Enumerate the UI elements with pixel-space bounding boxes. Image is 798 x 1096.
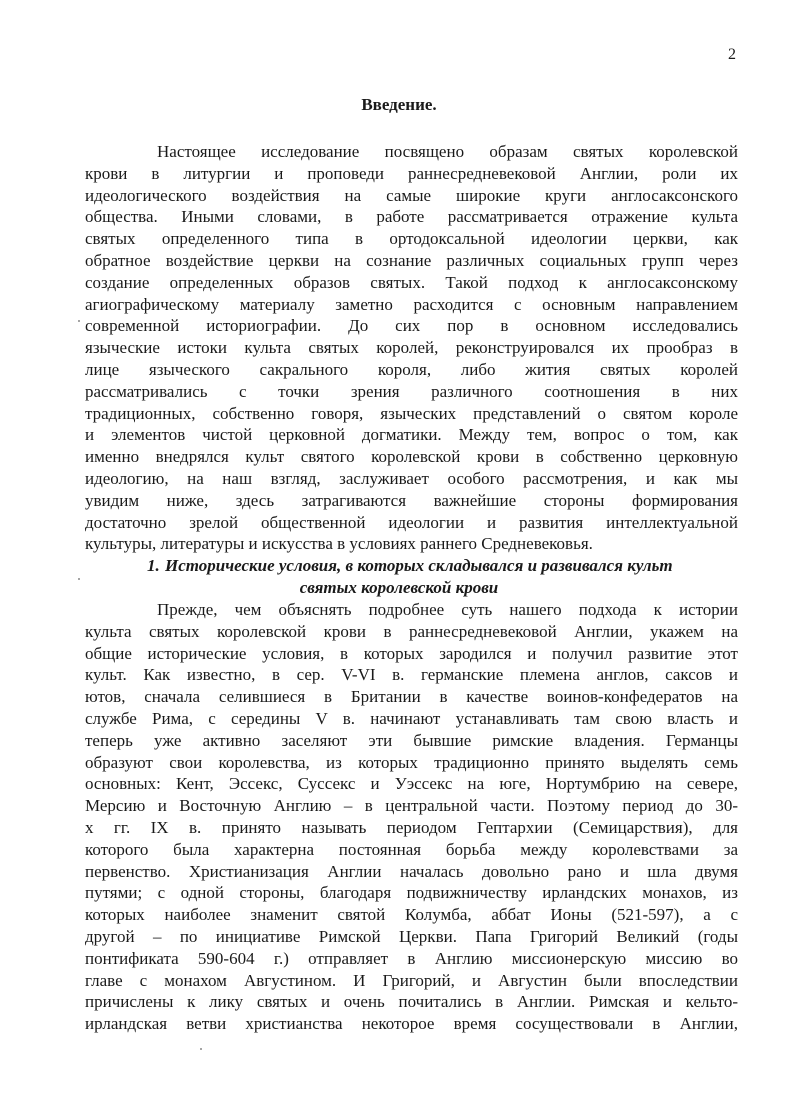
section-1-number: 1. [147,556,160,575]
text-line: современной историографии. До сих пор в основном исследовались [85,316,738,336]
text-line: причислены к лику святых и очень почитались в Англии. Римская и кельто- [85,992,738,1012]
text-line: традиционных, собственно говоря, языческих представлений о святом короле [85,403,738,423]
text-line: достаточно зрелой общественной идеологии и развития интеллектуальной [85,512,738,532]
scan-speck [78,578,80,580]
text-line: Мерсию и Восточную Англию – в центральной части. Поэтому период до 30- [85,796,738,816]
text-line: ирландская ветви христианства некоторое время сосуществовали в Англии, [85,1014,738,1034]
text-line: общества. Иными словами, в работе рассматривается отражение культа [85,207,738,227]
text-line: святых определенного типа в ортодоксальной идеологии церкви, как [85,229,738,249]
text-line: создание определенных образов святых. Такой подход к англосаксонскому [85,272,738,292]
text-line: идеологического воздействия на самые широкие круги англосаксонского [85,185,738,205]
text-line: теперь уже активно заселяют эти бывшие римские владения. Германцы [85,730,738,750]
scan-speck [200,1048,202,1050]
text-line: агиографическому материалу заметно расходится с основным направлением [85,294,738,314]
text-line: ютов, сначала селившиеся в Британии в качестве воинов-конфедератов на [85,687,738,707]
text-line: которого была характерна постоянная борьба между королевствами за [85,839,738,859]
text-line: которых наиболее знаменит святой Колумба, аббат Ионы (521-597), а с [85,905,738,925]
text-line: основных: Кент, Эссекс, Суссекс и Уэссекс на юге, Нортумбрию на севере, [85,774,738,794]
text-line: Прежде, чем объяснять подробнее суть нашего подхода к истории [157,600,738,619]
text-line: службе Рима, с середины V в. начинают устанавливать там свою власть и [85,709,738,728]
text-line: образуют свои королевства, из которых традиционно принято выделять семь [85,752,738,772]
text-line: именно внедрялся культ святого королевской крови в собственно церковную [85,447,738,467]
text-line: рассматривались с точки зрения различного соотношения в них [85,381,738,401]
text-line: крови в литургии и проповеди раннесредневековой Англии, роли их [85,163,738,183]
text-line: другой – по инициативе Римской Церкви. Папа Григорий Великий (годы [85,927,738,946]
text-line: лице языческого сакрального короля, либо жития святых королей [85,360,738,379]
text-line: культа святых королевской крови в раннесредневековой Англии, укажем на [85,621,738,641]
text-line: обратное воздействие церкви на сознание различных социальных групп через [85,251,738,270]
text-line: увидим ниже, здесь затрагиваются важнейшие стороны формирования [85,490,738,510]
page-number: 2 [728,46,736,63]
section-1-title-line-2: святых королевской крови [299,578,499,597]
text-line: первенство. Христианизация Англии началась довольно рано и шла двумя [85,861,738,881]
text-line: Настоящее исследование посвящено образам святых королевской [157,142,738,161]
text-line: идеологию, на наш взгляд, заслуживает особого рассмотрения, и как мы [85,469,738,488]
text-line: понтификата 590-604 г.) отправляет в Англию миссионерскую миссию во [85,948,738,968]
text-line: языческие истоки культа святых королей, реконструировался их прообраз в [85,338,738,358]
text-line: общие исторические условия, в которых зародился и получил развитие этот [85,643,738,663]
text-line: культ. Как известно, в сер. V-VI в. германские племена англов, саксов и [85,665,738,685]
text-line: путями; с одной стороны, благодаря подвижничеству ирландских монахов, из [85,883,738,903]
introduction-title: Введение. [361,95,437,114]
text-line: и элементов чистой церковной догматики. Между тем, вопрос о том, как [85,425,738,445]
text-line: главе с монахом Августином. И Григорий, и Августин были впоследствии [85,970,738,990]
section-1-title-line-1: Исторические условия, в которых складывался и развивался культ [165,556,673,575]
scan-speck [78,320,80,322]
text-line: культуры, литературы и искусства в условиях раннего Средневековья. [85,534,593,554]
text-line: х гг. IX в. принято называть периодом Гептархии (Семицарствия), для [85,818,738,837]
